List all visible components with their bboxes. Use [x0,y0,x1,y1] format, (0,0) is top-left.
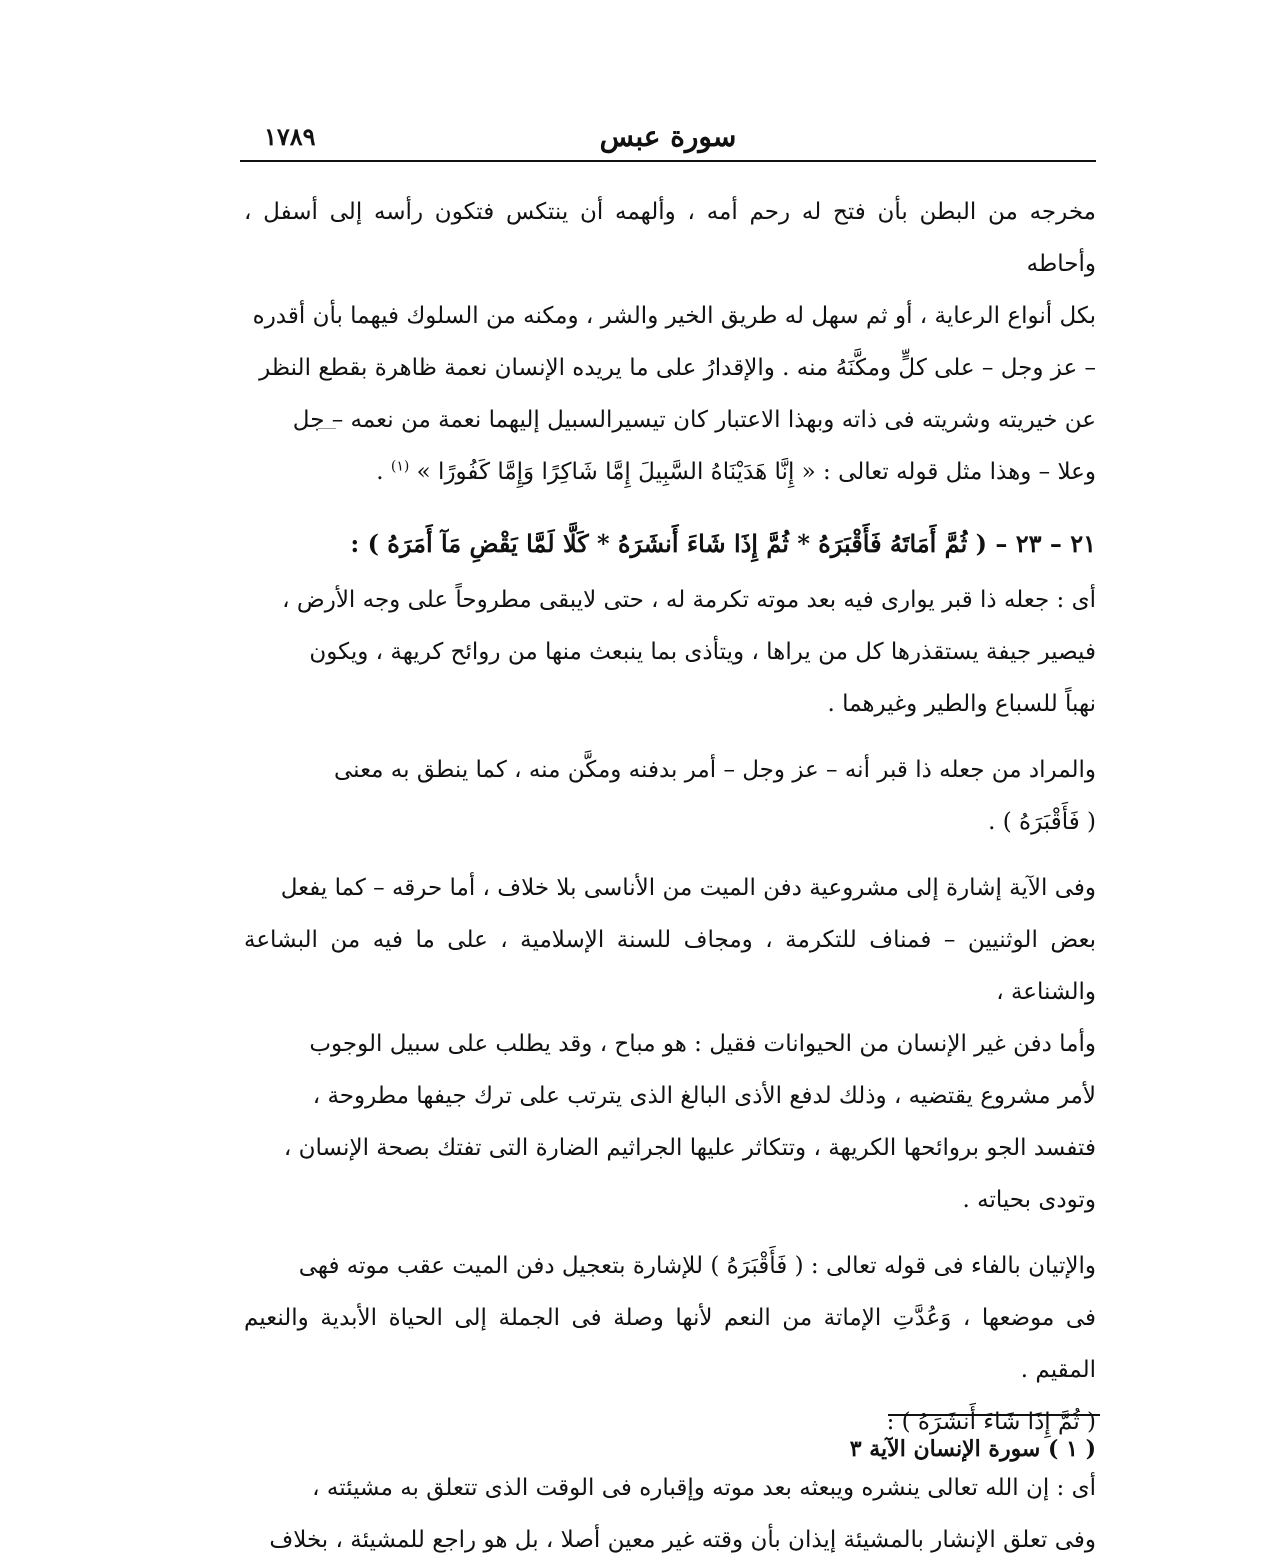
paragraph-2 [244,574,1096,730]
page-body [244,186,1096,1566]
paragraph-3 [244,744,1096,848]
footnote-divider [888,1414,1100,1416]
text-line: ( ثُمَّ إِذَا شَاءَ أَنشَرَهُ ) : [886,1409,1096,1435]
verse-quote: وعلا – وهذا مثل قوله تعالى : « إِنَّا هَدَيْنَاهُ السَّبِيلَ إِمَّا شَاكِرًا وَإِمَّا كَفُورًا » [416,459,1096,485]
text-line: والمراد من جعله ذا قبر أنه – عز وجل – أمر بدفنه ومكَّن منه ، كما ينطق به معنى [333,757,1096,783]
text-line: والإتيان بالفاء فى قوله تعالى : ( فَأَقْبَرَهُ ) للإشارة بتعجيل دفن الميت عقب موته فهى [298,1253,1096,1279]
text-line: فى موضعها ، وَعُدَّتِ الإماتة من النعم لأنها وصلة فى الجملة إلى الحياة الأبدية والنعيم المقيم . [244,1305,1096,1383]
paragraph-5 [244,1240,1096,1448]
paragraph-4 [244,862,1096,1226]
text-line: ( فَأَقْبَرَهُ ) . [988,809,1096,835]
text-line: بعض الوثنيين – فمناف للتكرمة ، ومجاف للسنة الإسلامية ، على ما فيه من البشاعة والشناعة ، [244,927,1096,1005]
text-line: وأما دفن غير الإنسان من الحيوانات فقيل : هو مباح ، وقد يطلب على سبيل الوجوب [309,1031,1096,1057]
text-line: فيصير جيفة يستقذرها كل من يراها ، ويتأذى بما ينبعث منها من روائح كريهة ، ويكون [309,639,1096,665]
text-line: نهباً للسباع والطير وغيرهما . [827,691,1096,717]
text-line: لأمر مشروع يقتضيه ، وذلك لدفع الأذى البالغ الذى يترتب على ترك جيفها مطروحة ، [312,1083,1096,1109]
text-line: وعلا – وهذا مثل قوله تعالى : « إِنَّا هَدَيْنَاهُ السَّبِيلَ إِمَّا شَاكِرًا وَإِمَّا كَفُورًا » $^{(١)}$ . [376,458,1096,485]
text-line: أى : جعله ذا قبر يوارى فيه بعد موته تكرمة له ، حتى لايبقى مطروحاً على وجه الأرض ، [282,587,1096,613]
text-line: – عز وجل – على كلٍّ ومكَّنَهُ منه . والإقدارُ على ما يريده الإنسان نعمة ظاهرة بقطع النظر [259,355,1096,381]
footnote: ( ١ ) سورة الإنسان الآية ٣ [849,1436,1096,1462]
verse-heading: ٢١ – ٢٣ – ( ثُمَّ أَمَاتَهُ فَأَقْبَرَهُ * ثُمَّ إِذَا شَاءَ أَنشَرَهُ * كَلَّا لَمَّا يَقْضِ مَآ أَمَرَهُ ) : [350,529,1096,558]
footnote-marker: (١) [390,458,410,475]
paragraph-1 [244,186,1096,498]
text-line: عن خيريته وشريته فى ذاته وبهذا الاعتبار كان تيسيرالسبيل إليهما نعمة من نعمه – جل [292,407,1096,433]
text-line: وفى الآية إشارة إلى مشروعية دفن الميت من الأناسى بلا خلاف ، أما حرقه – كما يفعل [280,875,1096,901]
scan-mark [318,428,336,429]
page-header [240,118,1096,158]
text-line: أى : إن الله تعالى ينشره ويبعثه بعد موته وإقباره فى الوقت الذى تتعلق به مشيئته ، [312,1475,1096,1501]
text-line: وتودى بحياته . [962,1187,1096,1213]
page-number: ١٧٨٩ [264,122,316,151]
text-line: فتفسد الجو بروائحها الكريهة ، وتتكاثر عليها الجراثيم الضارة التى تفتك بصحة الإنسان ، [283,1135,1096,1161]
header-divider [240,160,1096,162]
text-line: بكل أنواع الرعاية ، أو ثم سهل له طريق الخير والشر ، ومكنه من السلوك فيهما بأن أقدره [252,303,1096,329]
page-title: سورة عبس [599,120,737,153]
text-line: وفى تعلق الإنشار بالمشيئة إيذان بأن وقته غير معين أصلا ، بل هو راجع للمشيئة ، بخلاف [269,1527,1096,1553]
text-line: مخرجه من البطن بأن فتح له رحم أمه ، وألهمه أن ينتكس فتكون رأسه إلى أسفل ، وأحاطه [244,199,1096,277]
paragraph-6 [244,1462,1096,1566]
